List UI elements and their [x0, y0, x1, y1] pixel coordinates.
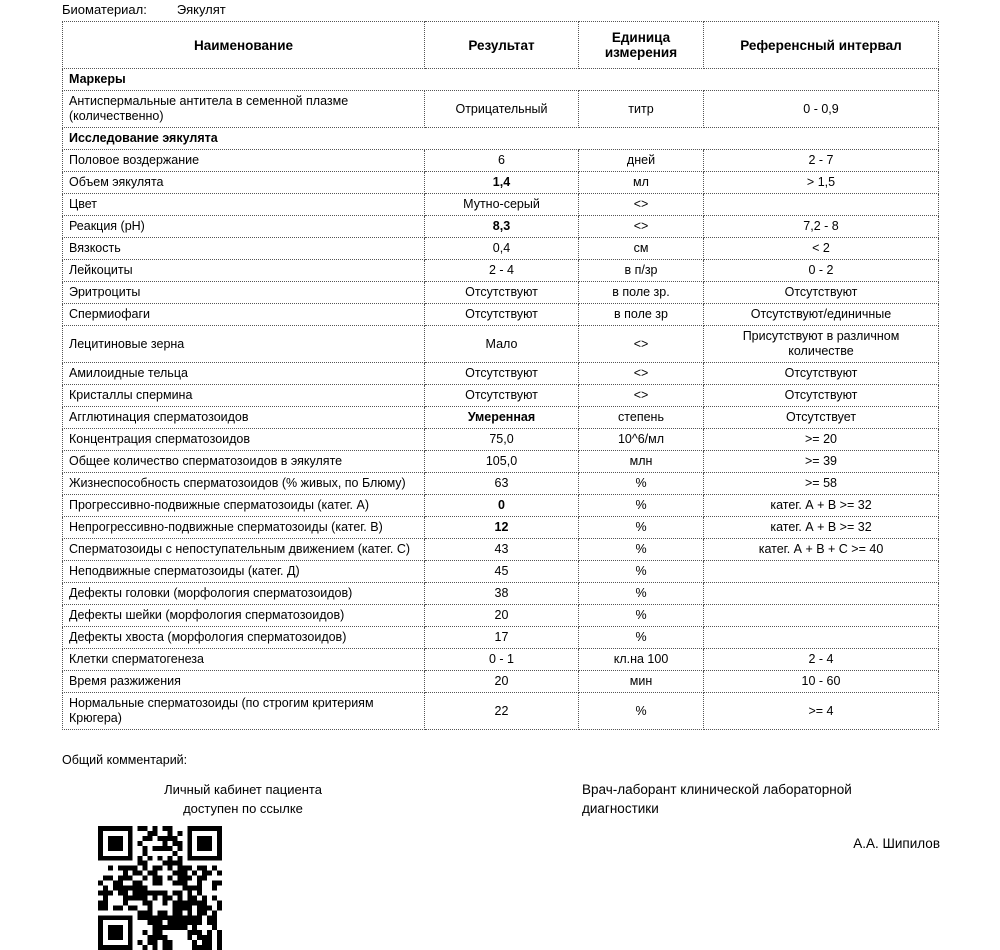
cell-unit-value: кл.на 100 [579, 649, 704, 671]
cell-analyte-name: Агглютинация сперматозоидов [63, 407, 425, 429]
biomaterial-value: Эякулят [176, 2, 226, 17]
cell-reference-interval: Отсутствуют [704, 363, 939, 385]
column-header-unit [579, 22, 704, 69]
cell-result-value: Отрицательный [425, 91, 579, 128]
table-header-row [63, 22, 939, 69]
column-header-name: Наименование [63, 22, 425, 69]
cell-result-value: 17 [425, 627, 579, 649]
cell-reference-interval [704, 605, 939, 627]
cell-result-value: 105,0 [425, 451, 579, 473]
cell-reference-interval: >= 39 [704, 451, 939, 473]
cell-reference-interval: 0 - 2 [704, 260, 939, 282]
cell-analyte-name: Половое воздержание [63, 150, 425, 172]
cell-analyte-name: Дефекты головки (морфология сперматозоидов) [63, 583, 425, 605]
cell-result-value: 45 [425, 561, 579, 583]
cell-reference-interval: катег. А + В + С >= 40 [704, 539, 939, 561]
cell-analyte-name: Цвет [63, 194, 425, 216]
cell-analyte-name: Эритроциты [63, 282, 425, 304]
cell-analyte-name: Клетки сперматогенеза [63, 649, 425, 671]
cell-reference-interval: < 2 [704, 238, 939, 260]
cell-reference-interval: 10 - 60 [704, 671, 939, 693]
table-row [63, 363, 939, 385]
cell-result-value: 12 [425, 517, 579, 539]
cell-result-value: Отсутствуют [425, 385, 579, 407]
cell-result-value: 2 - 4 [425, 260, 579, 282]
table-row [63, 583, 939, 605]
biomaterial-line [62, 2, 226, 18]
cell-unit-value: % [579, 495, 704, 517]
cell-analyte-name: Нормальные сперматозоиды (по строгим критериям Крюгера) [63, 693, 425, 730]
cell-unit-value: мл [579, 172, 704, 194]
cell-unit-value: титр [579, 91, 704, 128]
cell-result-value: 22 [425, 693, 579, 730]
table-row [63, 627, 939, 649]
cell-unit-value: <> [579, 216, 704, 238]
table-row [63, 194, 939, 216]
doctor-signature-name: А.А. Шипилов [853, 836, 940, 851]
cell-unit-value: в поле зр. [579, 282, 704, 304]
patient-cabinet-line2: доступен по ссылке [183, 801, 303, 816]
cell-reference-interval [704, 583, 939, 605]
table-row [63, 605, 939, 627]
doctor-title-line1: Врач-лаборант клинической лабораторной [582, 782, 852, 797]
table-row [63, 238, 939, 260]
biomaterial-label: Биоматериал: [62, 2, 147, 17]
cell-result-value: 43 [425, 539, 579, 561]
cell-unit-value: % [579, 627, 704, 649]
cell-result-value: 63 [425, 473, 579, 495]
cell-analyte-name: Общее количество сперматозоидов в эякуляте [63, 451, 425, 473]
cell-unit-value: % [579, 605, 704, 627]
cell-analyte-name: Дефекты хвоста (морфология сперматозоидов) [63, 627, 425, 649]
lab-results-table [62, 21, 939, 730]
cell-reference-interval: катег. А + В >= 32 [704, 517, 939, 539]
cell-unit-value: <> [579, 363, 704, 385]
cell-unit-value: % [579, 583, 704, 605]
cell-result-value: 0,4 [425, 238, 579, 260]
cell-analyte-name: Сперматозоиды с непоступательным движением (катег. С) [63, 539, 425, 561]
patient-cabinet-line1: Личный кабинет пациента [164, 782, 322, 797]
cell-analyte-name: Кристаллы спермина [63, 385, 425, 407]
cell-unit-value: мин [579, 671, 704, 693]
cell-analyte-name: Спермиофаги [63, 304, 425, 326]
cell-unit-value: % [579, 561, 704, 583]
table-header [63, 22, 939, 69]
table-body [63, 69, 939, 730]
cell-analyte-name: Антиспермальные антитела в семенной плазме (количественно) [63, 91, 425, 128]
cell-result-value: Мало [425, 326, 579, 363]
cell-reference-interval: >= 20 [704, 429, 939, 451]
cell-unit-value: в п/зр [579, 260, 704, 282]
column-header-result: Результат [425, 22, 579, 69]
cell-reference-interval: Отсутствует [704, 407, 939, 429]
table-row [63, 649, 939, 671]
table-row [63, 429, 939, 451]
table-section-title: Маркеры [63, 69, 939, 91]
table-row [63, 693, 939, 730]
cell-analyte-name: Лецитиновые зерна [63, 326, 425, 363]
cell-unit-value: <> [579, 326, 704, 363]
table-section-row [63, 69, 939, 91]
general-comment-label: Общий комментарий: [62, 753, 188, 767]
doctor-title-line2: диагностики [582, 801, 659, 816]
doctor-title [582, 780, 942, 818]
cell-reference-interval: 0 - 0,9 [704, 91, 939, 128]
cell-unit-value: дней [579, 150, 704, 172]
qr-code-icon[interactable] [98, 826, 222, 950]
cell-analyte-name: Объем эякулята [63, 172, 425, 194]
cell-result-value: Мутно-серый [425, 194, 579, 216]
cell-result-value: 75,0 [425, 429, 579, 451]
table-row [63, 473, 939, 495]
cell-reference-interval: >= 58 [704, 473, 939, 495]
column-header-unit-line1: Единица [611, 30, 671, 45]
cell-reference-interval: катег. А + В >= 32 [704, 495, 939, 517]
table-row [63, 304, 939, 326]
cell-unit-value: <> [579, 194, 704, 216]
table-row [63, 517, 939, 539]
cell-reference-interval: 7,2 - 8 [704, 216, 939, 238]
table-row [63, 172, 939, 194]
cell-reference-interval: > 1,5 [704, 172, 939, 194]
cell-analyte-name: Прогрессивно-подвижные сперматозоиды (катег. А) [63, 495, 425, 517]
qr-code-graphic [98, 826, 222, 950]
cell-analyte-name: Дефекты шейки (морфология сперматозоидов) [63, 605, 425, 627]
cell-result-value: Отсутствуют [425, 282, 579, 304]
cell-reference-interval [704, 561, 939, 583]
table-section-title: Исследование эякулята [63, 128, 939, 150]
cell-reference-interval [704, 627, 939, 649]
column-header-reference: Референсный интервал [704, 22, 939, 69]
cell-result-value: 20 [425, 605, 579, 627]
cell-reference-interval: 2 - 4 [704, 649, 939, 671]
patient-cabinet-note [78, 780, 408, 818]
cell-unit-value: млн [579, 451, 704, 473]
cell-result-value: 1,4 [425, 172, 579, 194]
cell-analyte-name: Лейкоциты [63, 260, 425, 282]
column-header-unit-line2: измерения [604, 45, 678, 60]
table-row [63, 216, 939, 238]
cell-analyte-name: Амилоидные тельца [63, 363, 425, 385]
cell-reference-interval: >= 4 [704, 693, 939, 730]
table-section-row [63, 128, 939, 150]
table-row [63, 539, 939, 561]
cell-result-value: 0 - 1 [425, 649, 579, 671]
table-row [63, 407, 939, 429]
cell-unit-value: в поле зр [579, 304, 704, 326]
cell-reference-interval: Отсутствуют/единичные [704, 304, 939, 326]
cell-analyte-name: Неподвижные сперматозоиды (катег. Д) [63, 561, 425, 583]
cell-analyte-name: Концентрация сперматозоидов [63, 429, 425, 451]
cell-result-value: 0 [425, 495, 579, 517]
cell-result-value: Умеренная [425, 407, 579, 429]
table-row [63, 495, 939, 517]
cell-unit-value: 10^6/мл [579, 429, 704, 451]
cell-reference-interval: Присутствуют в различном количестве [704, 326, 939, 363]
cell-unit-value: % [579, 693, 704, 730]
cell-unit-value: см [579, 238, 704, 260]
table-row [63, 385, 939, 407]
cell-result-value: Отсутствуют [425, 304, 579, 326]
table-row [63, 150, 939, 172]
cell-analyte-name: Реакция (pH) [63, 216, 425, 238]
table-row [63, 561, 939, 583]
cell-unit-value: <> [579, 385, 704, 407]
cell-reference-interval: Отсутствуют [704, 385, 939, 407]
cell-reference-interval [704, 194, 939, 216]
cell-unit-value: % [579, 539, 704, 561]
cell-result-value: 20 [425, 671, 579, 693]
table-row [63, 671, 939, 693]
cell-result-value: 8,3 [425, 216, 579, 238]
cell-result-value: Отсутствуют [425, 363, 579, 385]
cell-result-value: 38 [425, 583, 579, 605]
table-row [63, 91, 939, 128]
cell-analyte-name: Непрогрессивно-подвижные сперматозоиды (катег. В) [63, 517, 425, 539]
cell-result-value: 6 [425, 150, 579, 172]
table-row [63, 282, 939, 304]
table-row [63, 451, 939, 473]
cell-analyte-name: Время разжижения [63, 671, 425, 693]
cell-reference-interval: 2 - 7 [704, 150, 939, 172]
cell-unit-value: % [579, 473, 704, 495]
table-row [63, 260, 939, 282]
cell-reference-interval: Отсутствуют [704, 282, 939, 304]
cell-analyte-name: Вязкость [63, 238, 425, 260]
cell-unit-value: % [579, 517, 704, 539]
cell-analyte-name: Жизнеспособность сперматозоидов (% живых, по Блюму) [63, 473, 425, 495]
cell-unit-value: степень [579, 407, 704, 429]
table-row [63, 326, 939, 363]
